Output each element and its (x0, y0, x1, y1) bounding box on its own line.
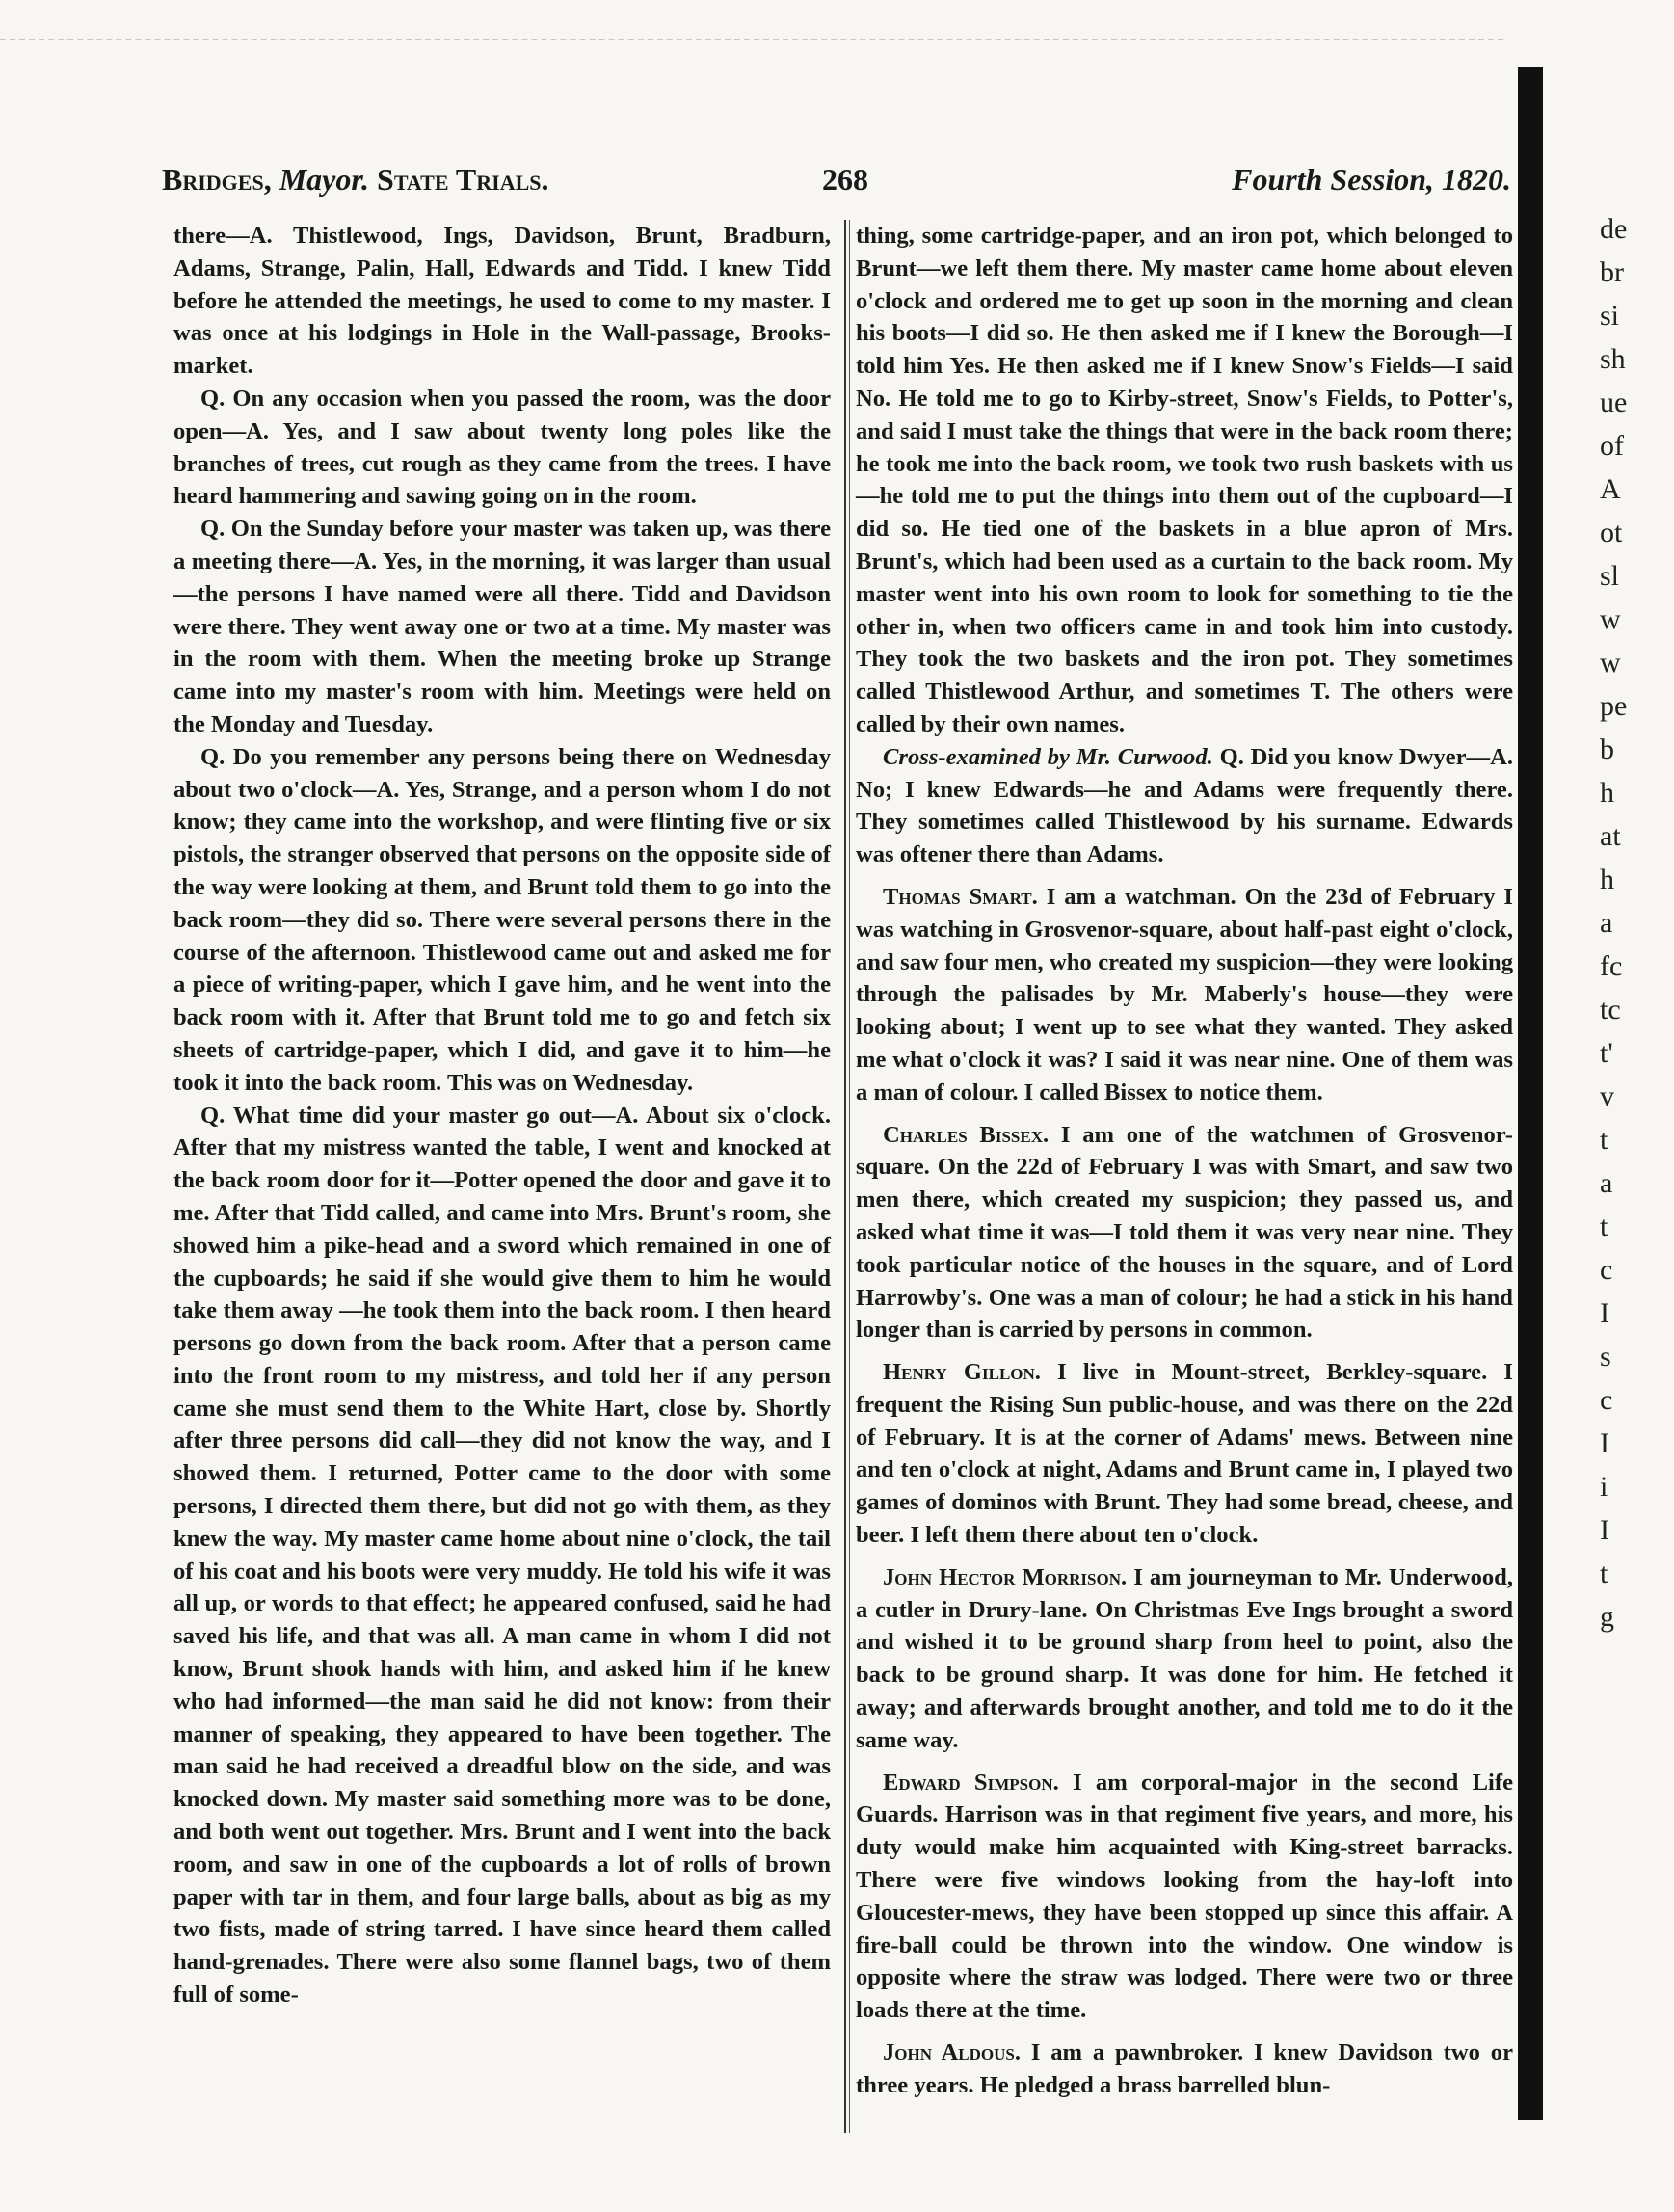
column-rule (844, 220, 846, 2133)
right-column (856, 220, 1513, 2102)
paragraph: Q. On the Sunday before your master was taken up, was there a meeting there—A. Yes, in the morning, it was larger than usual—the persons I have named were all there. Tidd and Davidson were there. They went away one or two at a time. My master was in the room with them. When the meeting broke up Strange came into my master's room with him. Meetings were held on the Monday and Tuesday. (173, 516, 831, 737)
edge-fragment: of (1600, 430, 1624, 462)
running-head-right: Fourth Session, 1820. (1232, 162, 1511, 197)
paragraph (856, 1119, 1513, 1347)
witness-name: Henry Gillon. (883, 1359, 1058, 1386)
edge-fragment: c (1600, 1254, 1613, 1286)
paragraph: Q. What time did your master go out—A. About six o'clock. After that my mistress wanted the table, I went and knocked at the back room door for it—Potter opened the door and gave it to me. After that Tidd called, and came into Mrs. Brunt's room, she showed him a pike-head and a sword which remained in one of the cupboards; he said if she would give them to him he would take them away —he took them into the back room. I then heard persons go down from the back room. After that a person came into the front room to my mistress, and told her if any person came she must send them to the White Hart, close by. Shortly after three persons did call—they did not know the way, and I showed them. I returned, Potter came to the door with some persons, I directed them there, but did not go with them, as they knew the way. My master came home about nine o'clock, the tail of his coat and his boots were very muddy. He told his wife it was all up, or words to that effect; he appeared confused, said he had saved his life, and that was all. A man came in whom I did not know, Brunt shook hands with him, and asked him if he knew who had informed—the man said he did not know: from their manner of speaking, they appeared to have been together. The man said he had received a dreadful blow on the side, and was knocked down. My master said something more was to be done, and both went out together. Mrs. Brunt and I went into the back room, and saw in one of the cupboards a lot of rolls of brown paper with tar in them, and four large balls, about as big as my two fists, made of string tarred. I have since heard them called hand-grenades. There were also some flannel bags, two of them full of some- (173, 1102, 831, 2009)
edge-fragment: I (1600, 1297, 1609, 1329)
edge-fragment: h (1600, 777, 1614, 809)
paragraph (856, 881, 1513, 1109)
edge-fragment: w (1600, 647, 1621, 679)
running-head-left (162, 162, 549, 198)
edge-fragment: fc (1600, 950, 1623, 982)
paragraph-text: I am journeyman to Mr. Underwood, a cutler in Drury-lane. On Christmas Eve Ings brought a sword and wished it to be ground sharp from heel to point, also the back to be ground sharp. It was done for him. He fetched it away; and afterwards brought another, and told me to do it the same way. (856, 1563, 1513, 1753)
column-rule-inner (849, 220, 850, 2133)
edge-fragment: t (1600, 1211, 1608, 1242)
edge-fragment: a (1600, 907, 1613, 939)
paragraph (856, 1356, 1513, 1552)
edge-fragment: si (1600, 300, 1620, 332)
paragraph: Q. Do you remember any persons being there on Wednesday about two o'clock—A. Yes, Strange, and a person whom I do not know; they came into the workshop, and were flinting five or six pistols, the stranger observed that persons on the opposite side of the way were looking at them, and Brunt told them to go into the back room—they did so. There were several persons there in the course of the afternoon. Thistlewood came out and asked me for a piece of writing-paper, which I gave him, and he went into the back room with it. After that Brunt told me to go and fetch six sheets of cartridge-paper, which I did, and gave it to him—he took it into the back room. This was on Wednesday. (173, 743, 831, 1096)
witness-name: Edward Simpson. (883, 1769, 1074, 1796)
edge-fragment: pe (1600, 690, 1628, 722)
paragraph (856, 1767, 1513, 2027)
edge-fragment: s (1600, 1341, 1611, 1373)
book-gutter (1518, 67, 1543, 2120)
edge-fragment: de (1600, 213, 1628, 245)
edge-fragment: a (1600, 1167, 1613, 1199)
edge-fragment: A (1600, 473, 1621, 505)
edge-fragment: at (1600, 820, 1621, 852)
edge-fragment: c (1600, 1384, 1613, 1416)
paragraph-text: Q. Did you know Dwyer—A. No; I knew Edwards—he and Adams were frequently there. They sometimes called Thistlewood by his surname. Edwards was oftener there than Adams. (856, 743, 1513, 868)
page-header (162, 162, 1511, 210)
facing-page-edge (1600, 207, 1667, 1639)
edge-fragment: h (1600, 864, 1614, 895)
paragraph-text: I am corporal-major in the second Life Guards. Harrison was in that regiment five years, and more, his duty would make him acquainted with King-street barracks. There were five windows looking from the hay-loft into Gloucester-mews, they have been stopped up since this affair. A fire-ball could be thrown into the window. One window is opposite where the straw was lodged. There were two or three loads there at the time. (856, 1769, 1513, 2024)
edge-fragment: v (1600, 1080, 1614, 1112)
cross-exam-lead: Cross-examined by Mr. Curwood. (883, 743, 1220, 770)
edge-fragment: t (1600, 1558, 1608, 1589)
page-number: 268 (822, 162, 868, 197)
witness-name: Charles Bissex. (883, 1121, 1061, 1148)
edge-fragment: i (1600, 1471, 1608, 1503)
edge-fragment: tc (1600, 994, 1621, 1026)
edge-fragment: I (1600, 1514, 1609, 1546)
paragraph: Q. On any occasion when you passed the room, was the door open—A. Yes, and I saw about twenty long poles like the branches of trees, cut rough as they came from the trees. I have heard hammering and sawing going on in the room. (173, 385, 831, 510)
paragraph (856, 2037, 1513, 2102)
edge-fragment: t' (1600, 1037, 1613, 1069)
paragraph (856, 1561, 1513, 1757)
paragraph-text: I am a watchman. On the 23d of February I was watching in Grosvenor-square, about half-past eight o'clock, and saw four men, who created my suspicion—they were looking through the palisades by Mr. Maberly's house—they were looking about; I went up to see what they wanted. They asked me what o'clock it was? I said it was near nine. One of them was a man of colour. I called Bissex to notice them. (856, 883, 1513, 1106)
paragraph: there—A. Thistlewood, Ings, Davidson, Brunt, Bradburn, Adams, Strange, Palin, Hall, Edwards and Tidd. I knew Tidd before he attended the meetings, he used to come to my master. I was once at his lodgings in Hole in the Wall-passage, Brooks-market. (173, 223, 831, 380)
running-head-section: State Trials. (377, 162, 549, 197)
edge-fragment: t (1600, 1124, 1608, 1156)
left-column (173, 220, 831, 2012)
scan-noise (0, 39, 1503, 79)
paragraph-text: I am one of the watchmen of Grosvenor-square. On the 22d of February I was with Smart, and saw two men there, which created my suspicion; they passed us, and asked what time it was—I told them it was very near nine. They took particular notice of the houses in the square, and of Lord Harrowby's. One was a man of colour; he had a stick in his hand longer than is carried by persons in common. (856, 1121, 1513, 1344)
paragraph (856, 220, 1513, 741)
edge-fragment: b (1600, 733, 1614, 765)
edge-fragment: ot (1600, 517, 1623, 548)
paragraph-text: I live in Mount-street, Berkley-square. I frequent the Rising Sun public-house, and was there on the 22d of February. It is at the corner of Adams' mews. Between nine and ten o'clock at night, Adams and Brunt came in, I played two games of dominos with Brunt. They had some bread, cheese, and beer. I left them there about ten o'clock. (856, 1359, 1513, 1549)
edge-fragment: br (1600, 256, 1624, 288)
edge-fragment: ue (1600, 386, 1628, 418)
paragraph (856, 741, 1513, 871)
edge-fragment: sl (1600, 560, 1620, 592)
paragraph-text: I am a pawnbroker. I knew Davidson two or three years. He pledged a brass barrelled blun- (856, 2039, 1513, 2098)
running-head-name: Bridges, (162, 162, 272, 197)
paragraph-text: thing, some cartridge-paper, and an iron pot, which belonged to Brunt—we left them there. My master came home about eleven o'clock and ordered me to get up soon in the morning and clean his boots—I did so. He then asked me if I knew the Borough—I told him Yes. He then asked me if I knew Snow's Fields—I said No. He told me to go to Kirby-street, Snow's Fields, to Potter's, and said I must take the things that were in the back room there; he took me into the back room, we took two rush baskets with us—he told me to put the things into them out of the cupboard—I did so. He tied one of the baskets in a blue apron of Mrs. Brunt's, which had been used as a curtain to the back room. My master went into his own room to look for something to tie the other in, when two officers came in and took him into custody. They took the two baskets and the iron pot. They sometimes called Thistlewood Arthur, and sometimes T. The others were called by their own names. (856, 223, 1513, 737)
edge-fragment: w (1600, 603, 1621, 635)
witness-name: Thomas Smart. (883, 883, 1047, 910)
edge-fragment: sh (1600, 343, 1626, 375)
edge-fragment: I (1600, 1427, 1609, 1459)
running-head-title: Mayor. (279, 162, 370, 197)
edge-fragment: g (1600, 1601, 1614, 1633)
witness-name: John Aldous. (883, 2039, 1031, 2066)
witness-name: John Hector Morrison. (883, 1563, 1134, 1590)
